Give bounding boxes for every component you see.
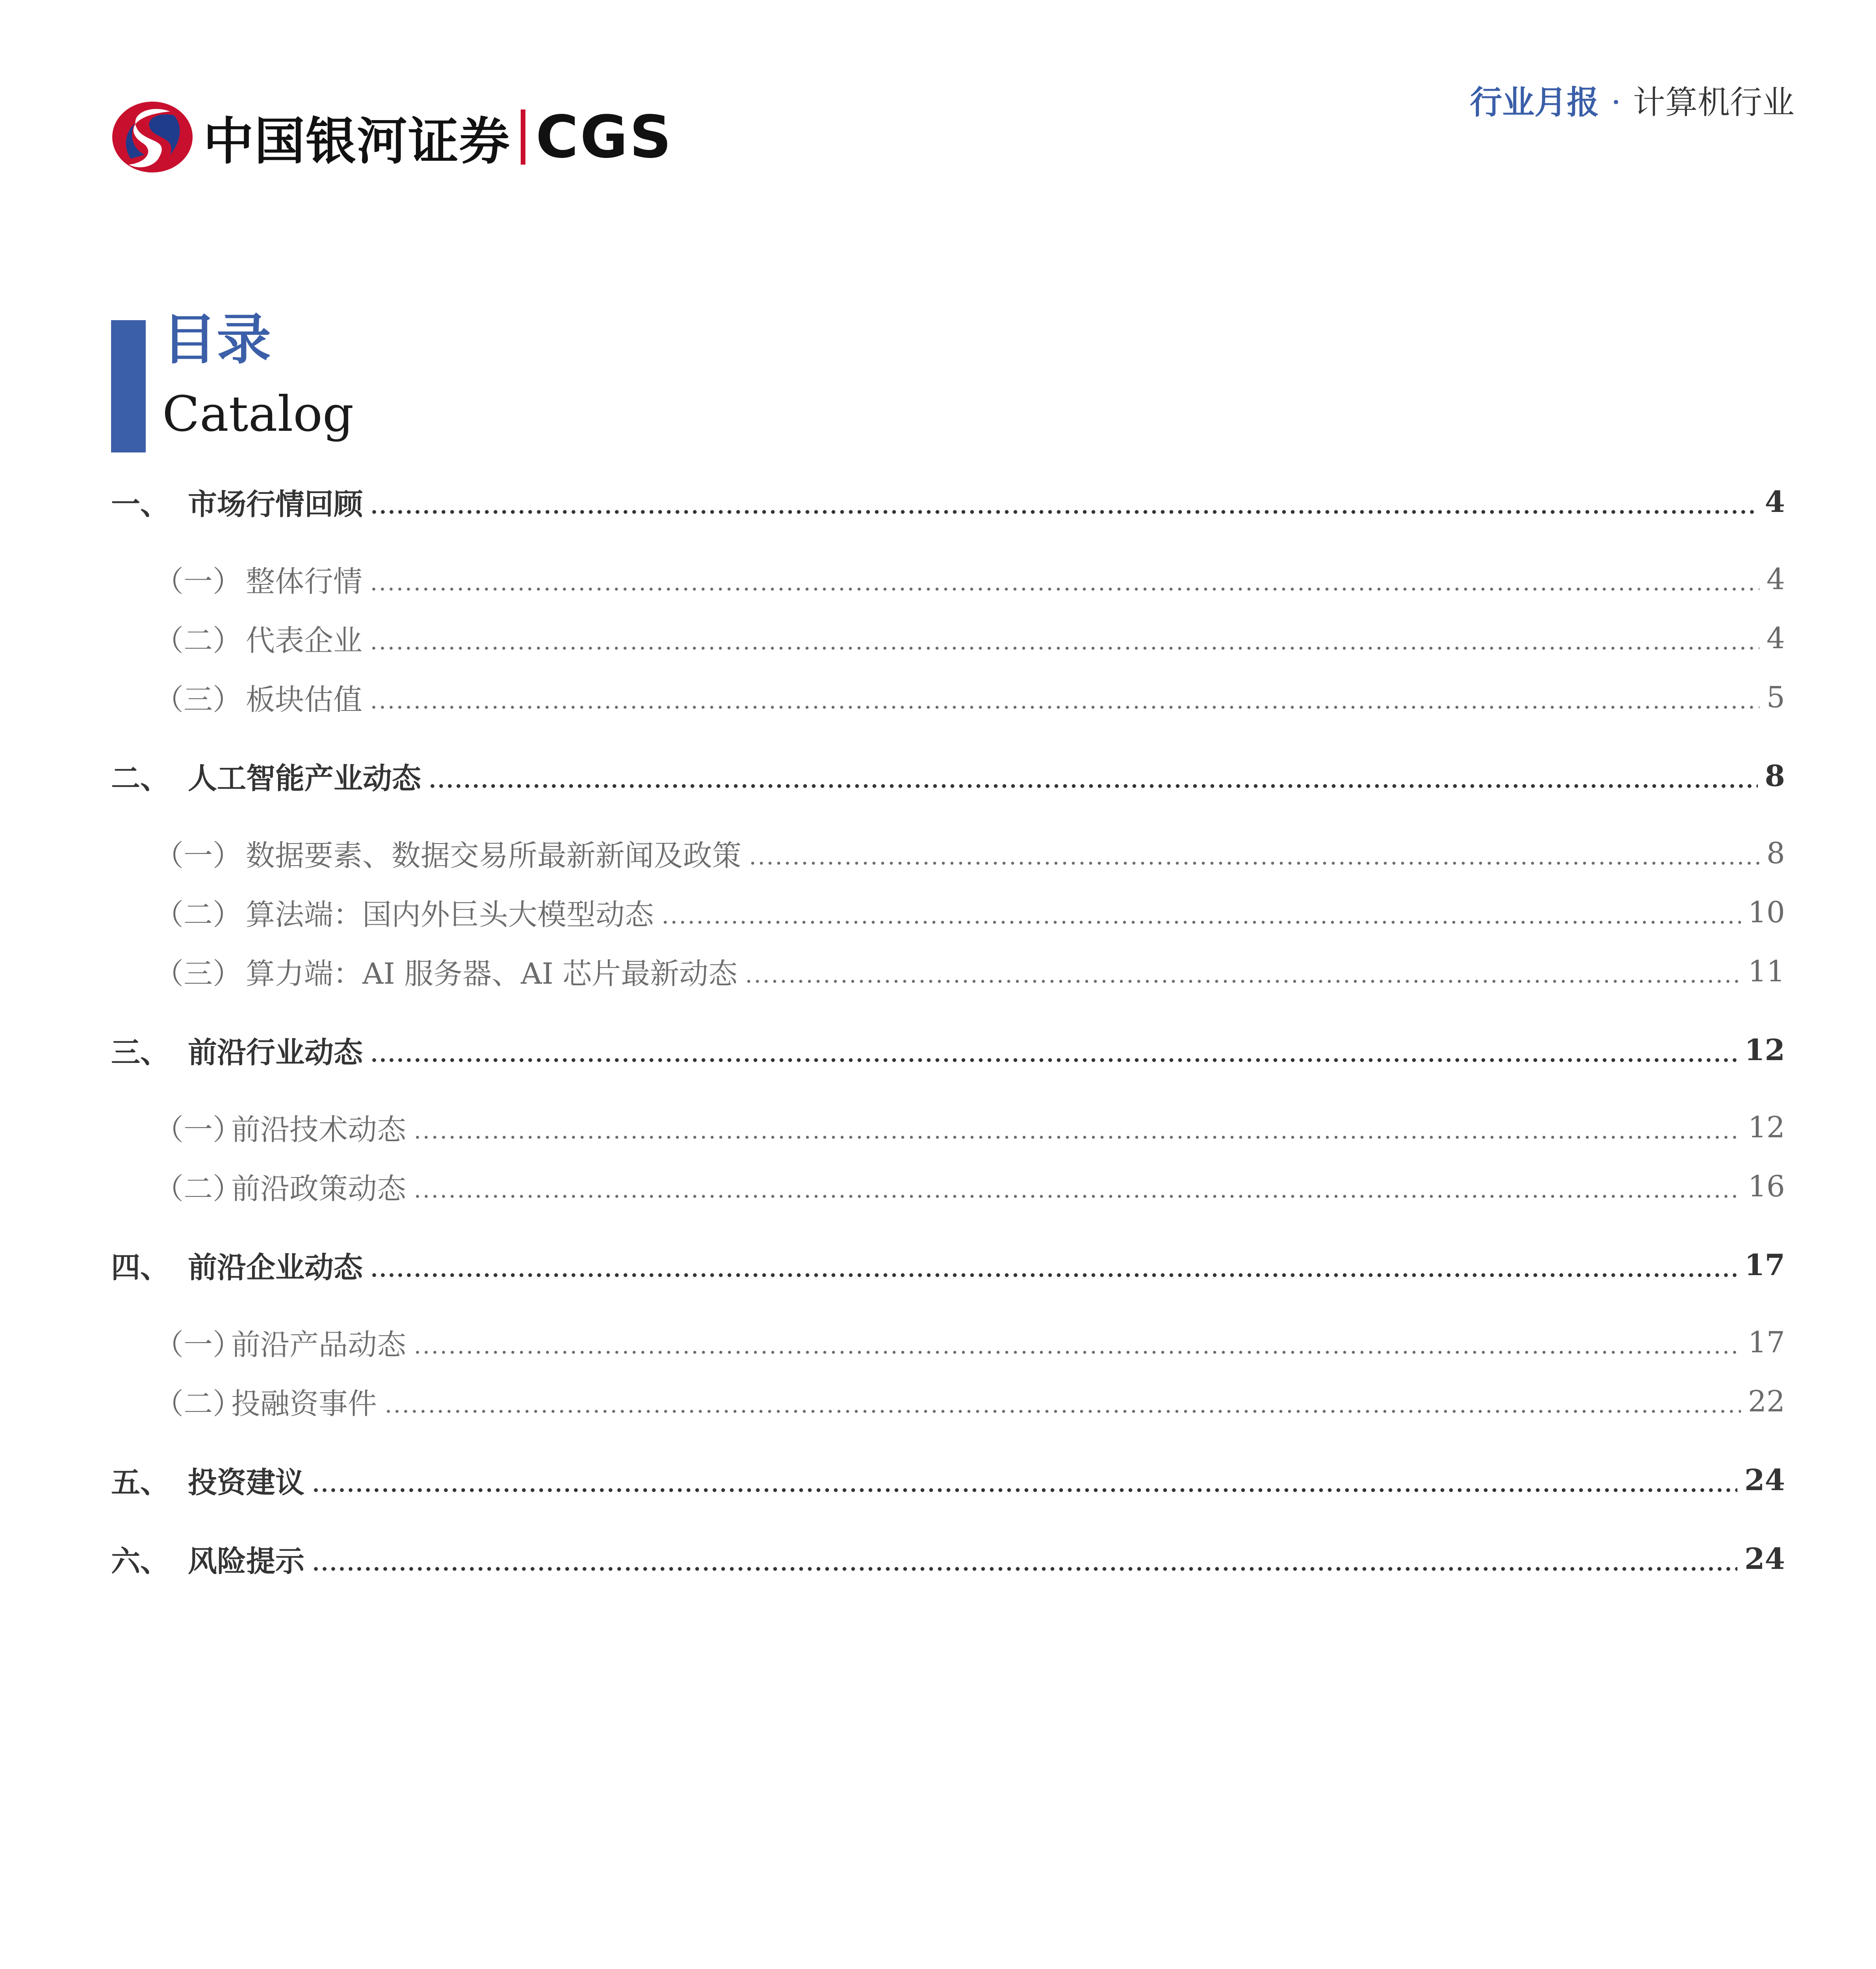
toc-label: 前沿产品动态 <box>231 1328 406 1362</box>
toc-page-number: 12 <box>1748 1111 1785 1144</box>
toc-page-number: 17 <box>1744 1248 1785 1282</box>
toc-leader-dots <box>413 1116 1741 1139</box>
toc-number: （一） <box>154 1113 242 1147</box>
toc-label: 前沿政策动态 <box>231 1172 406 1206</box>
toc-number: （一） <box>154 839 242 873</box>
toc-page-number: 4 <box>1766 621 1785 655</box>
toc-subsection[interactable] <box>111 1163 1785 1210</box>
toc-leader-dots <box>370 490 1758 514</box>
toc-page-number: 24 <box>1744 1542 1785 1576</box>
toc-label: 市场行情回顾 <box>188 488 363 521</box>
toc-subsection[interactable] <box>111 889 1785 936</box>
toc-leader-dots <box>369 627 1759 650</box>
toc-leader-dots <box>312 1468 1737 1492</box>
toc-number: 二、 <box>111 762 169 795</box>
toc-section[interactable] <box>111 1242 1785 1289</box>
logo-english-name: CGS <box>536 103 673 171</box>
toc-leader-dots <box>413 1175 1741 1198</box>
toc-number: （三） <box>154 683 242 717</box>
toc-page-number: 8 <box>1765 759 1785 793</box>
toc-page-number: 16 <box>1748 1170 1785 1203</box>
toc-leader-dots <box>369 686 1759 709</box>
toc-label: 数据要素、数据交易所最新新闻及政策 <box>246 839 741 873</box>
toc-page-number: 24 <box>1744 1463 1785 1497</box>
toc-section[interactable] <box>111 478 1785 526</box>
toc-label: 风险提示 <box>188 1544 304 1578</box>
toc-page-number: 11 <box>1748 955 1785 988</box>
toc-leader-dots <box>370 1253 1737 1277</box>
toc-section[interactable] <box>111 753 1785 800</box>
toc-number: （二） <box>154 1172 242 1206</box>
toc-leader-dots <box>413 1331 1741 1354</box>
toc-label: 投资建议 <box>188 1466 304 1500</box>
toc-page-number: 10 <box>1748 896 1785 929</box>
toc-label: 前沿技术动态 <box>231 1113 406 1147</box>
page-title: 目录 <box>162 307 271 371</box>
toc-label: 投融资事件 <box>231 1387 377 1421</box>
toc-number: （二） <box>154 1387 242 1421</box>
toc-number: 六、 <box>111 1544 169 1578</box>
toc-subsection[interactable] <box>111 556 1785 603</box>
toc-page-number: 4 <box>1765 485 1785 519</box>
toc-leader-dots <box>312 1547 1737 1571</box>
toc-section[interactable] <box>111 1457 1785 1504</box>
toc-number: 五、 <box>111 1466 169 1500</box>
toc-leader-dots <box>744 960 1741 983</box>
toc-page-number: 17 <box>1748 1326 1785 1359</box>
toc-leader-dots <box>370 1038 1737 1062</box>
toc-subsection[interactable] <box>111 1378 1785 1425</box>
toc-subsection[interactable] <box>111 1104 1785 1151</box>
toc-number: （一） <box>154 1328 242 1362</box>
toc-number: （一） <box>154 565 242 599</box>
toc-label: 前沿行业动态 <box>188 1036 363 1070</box>
logo-separator <box>521 109 525 165</box>
toc-leader-dots <box>384 1390 1741 1413</box>
toc-label: 算法端：国内外巨头大模型动态 <box>246 898 654 932</box>
toc-number: （二） <box>154 624 242 658</box>
toc-label: 板块估值 <box>246 683 362 717</box>
page-subtitle: Catalog <box>162 386 354 443</box>
toc-page-number: 8 <box>1766 836 1785 870</box>
toc-page-number: 4 <box>1766 562 1785 596</box>
toc-number: 一、 <box>111 488 169 521</box>
toc-page-number: 12 <box>1744 1033 1785 1067</box>
logo-chinese-name: 中国银河证券 <box>203 112 511 171</box>
toc-subsection[interactable] <box>111 948 1785 995</box>
toc-section[interactable] <box>111 1027 1785 1074</box>
toc-label: 算力端：AI 服务器、AI 芯片最新动态 <box>246 957 738 991</box>
report-type: 行业月报 <box>1470 83 1599 121</box>
toc-leader-dots <box>428 764 1758 788</box>
toc-section[interactable] <box>111 1535 1785 1583</box>
toc-subsection[interactable] <box>111 830 1785 877</box>
company-logo <box>111 98 673 176</box>
toc-label: 前沿企业动态 <box>188 1251 363 1285</box>
toc-page-number: 5 <box>1766 680 1785 714</box>
toc-label: 代表企业 <box>246 624 362 658</box>
toc-subsection[interactable] <box>111 674 1785 721</box>
toc-leader-dots <box>661 901 1741 924</box>
toc-number: 三、 <box>111 1036 169 1070</box>
toc-page-number: 22 <box>1748 1385 1785 1418</box>
cgs-logo-icon <box>111 100 194 174</box>
title-accent-bar <box>111 320 146 452</box>
toc-leader-dots <box>369 567 1759 591</box>
toc-number: （三） <box>154 957 242 991</box>
toc-label: 整体行情 <box>246 565 362 599</box>
toc-number: （二） <box>154 898 242 932</box>
toc-subsection[interactable] <box>111 615 1785 662</box>
header-dot: · <box>1611 84 1621 121</box>
toc-label: 人工智能产业动态 <box>188 762 421 795</box>
toc-number: 四、 <box>111 1251 169 1285</box>
toc-leader-dots <box>748 842 1759 865</box>
industry-name: 计算机行业 <box>1633 84 1794 121</box>
report-header <box>1470 81 1794 124</box>
toc-subsection[interactable] <box>111 1319 1785 1366</box>
